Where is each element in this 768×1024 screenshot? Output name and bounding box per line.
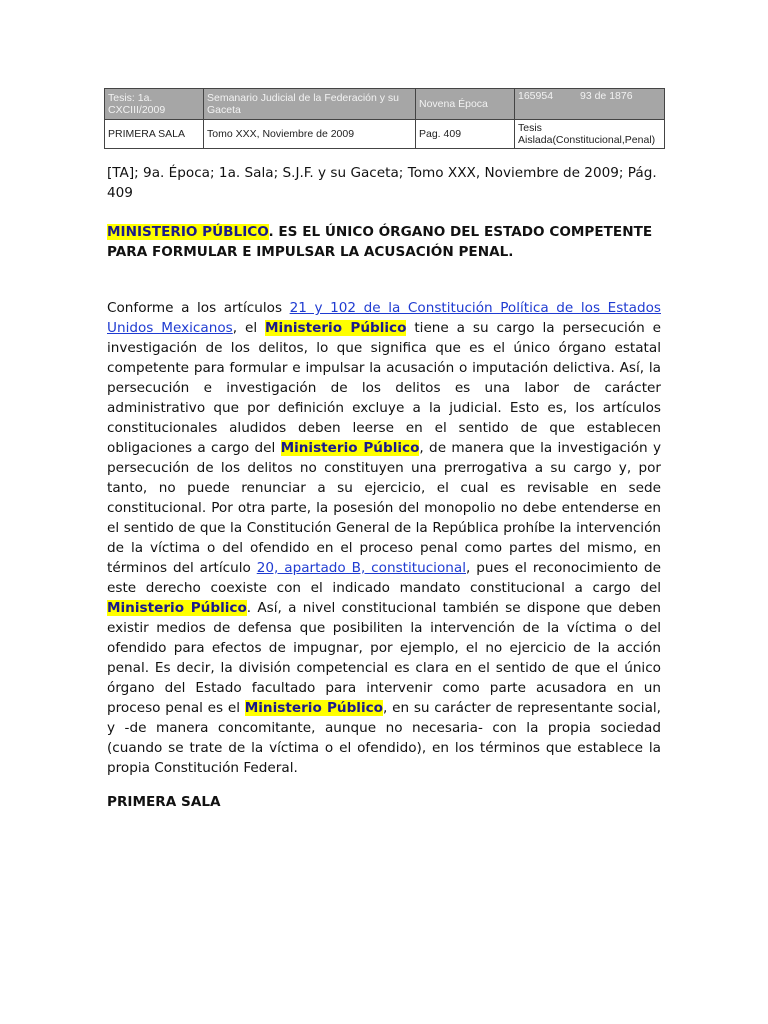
metadata-header-row — [105, 89, 665, 120]
thesis-metadata-table — [104, 88, 665, 149]
title-highlight: MINISTERIO PÚBLICO — [107, 224, 269, 240]
result-count: 93 de 1876 — [580, 90, 633, 102]
tesis-cell: Tesis: 1a. CXCIII/2009 — [105, 89, 204, 120]
body-text-2: , el — [232, 320, 266, 336]
publication-cell: Semanario Judicial de la Federación y su Gaceta — [204, 89, 416, 120]
ministerio-publico-highlight-1: Ministerio Público — [265, 320, 407, 336]
body-text-3: tiene a su cargo la persecución e investigación de los delitos, lo que significa que es el único órgano estatal competente para formular e impulsar la acusación o imputación delictiva. Así, la persecución e investigación de los delitos es una labor de carácter administrativo que por definición excluye a la judicial. Esto es, los artículos constitucionales aludidos deben leerse en el sentido de que establecen obligaciones a cargo del — [107, 320, 662, 456]
body-text-5: , pues el reconocimiento de este derecho coexiste con el indicado mandato constitucional a cargo del — [107, 560, 661, 596]
page-cell: Pag. 409 — [416, 120, 515, 149]
ministerio-publico-highlight-4: Ministerio Público — [244, 700, 384, 716]
registry-cell — [515, 89, 665, 120]
thesis-type-cell: Tesis Aislada(Constitucional,Penal) — [515, 120, 665, 149]
articles-21-102-link[interactable]: 21 y 102 de la Constitución Política de los Estados Unidos Mexicanos — [107, 300, 661, 336]
body-text-6: . Así, a nivel constitucional también se dispone que deben existir medios de defensa que posibiliten la intervención de la víctima o del ofendido para efectos de impugnar, por ejemplo, el no ejercicio de la acción penal. Es decir, la división competencial es clara en el sentido de que el único órgano del Estado facultado para intervenir como parte acusadora en un proceso penal es el — [107, 600, 662, 716]
body-text-7: , en su carácter de representante social, y -de manera concomitante, aunque no necesaria- con la propia sociedad (cuando se trate de la víctima o el ofendido), en los términos que establece la propia Constitución Federal. — [107, 700, 661, 776]
body-text-1: Conforme a los artículos — [107, 300, 290, 316]
footer-sala: PRIMERA SALA — [107, 794, 221, 810]
citation-line: [TA]; 9a. Época; 1a. Sala; S.J.F. y su Gaceta; Tomo XXX, Noviembre de 2009; Pág. 409 — [107, 165, 657, 201]
article-20-link[interactable]: 20, apartado B, constitucional — [256, 560, 466, 576]
metadata-body-row — [105, 120, 665, 149]
registry-number: 165954 — [518, 90, 554, 102]
title-rest: . ES EL ÚNICO ÓRGANO DEL ESTADO COMPETENTE PARA FORMULAR E IMPULSAR LA ACUSACIÓN PENAL. — [107, 224, 653, 260]
ministerio-publico-highlight-3: Ministerio Público — [107, 600, 247, 616]
epoch-cell: Novena Época — [416, 89, 515, 120]
tomo-cell: Tomo XXX, Noviembre de 2009 — [204, 120, 416, 149]
thesis-title — [107, 222, 667, 262]
thesis-body — [107, 298, 661, 778]
body-text-4: , de manera que la investigación y persecución de los delitos no constituyen una prerrogativa a su cargo y, por tanto, no puede renunciar a su ejercicio, el cual es revisable en sede constitucional. Por otra parte, la posesión del monopolio no debe entenderse en el sentido de que la Constitución General de la República prohíbe la intervención de la víctima o del ofendido en el proceso penal como partes del mismo, en términos del artículo — [107, 440, 661, 576]
ministerio-publico-highlight-2: Ministerio Público — [280, 440, 420, 456]
sala-cell: PRIMERA SALA — [105, 120, 204, 149]
